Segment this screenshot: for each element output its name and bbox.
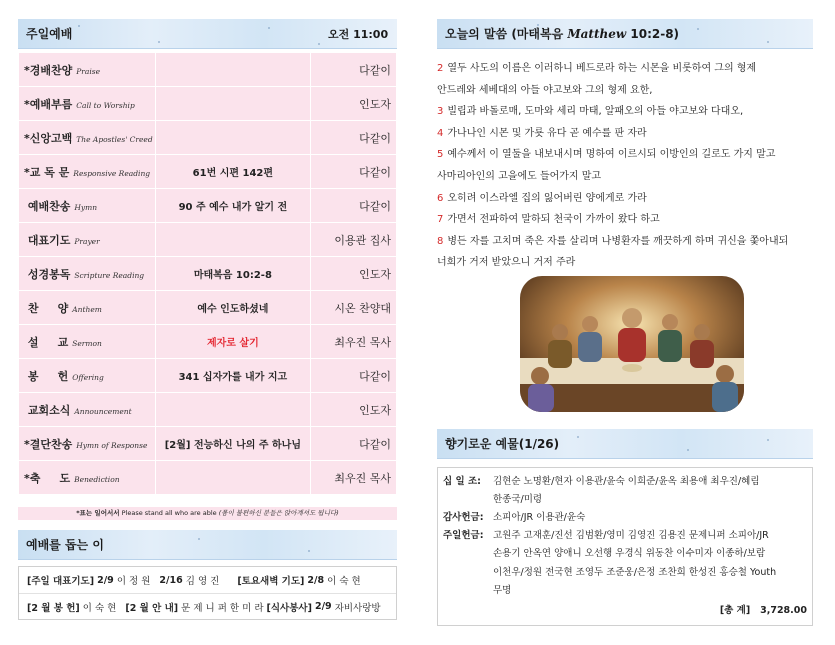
standing-note: *표는 일어서서 Please stand all who are able (몸이 불편하신 분들은 앉아계셔도 됩니다) xyxy=(18,507,397,520)
verse-line: 8 병든 자를 고치며 죽은 자를 살리며 나병환자를 깨끗하게 하며 귀신을 쫓아내되 xyxy=(437,235,789,247)
offering-line: 고원주 고재훈/진선 김범환/영미 김영진 김용진 문제니퍼 소피아/JR xyxy=(493,530,769,541)
worship-item-person: 다같이 xyxy=(310,155,396,189)
worship-row xyxy=(19,223,397,257)
verse-number: 2 xyxy=(437,63,444,74)
tithe-row: 십 일 조: 김현순 노명환/현자 이용관/윤숙 이희준/윤옥 최용애 최우진/혜림 한종국/미령 xyxy=(443,473,806,510)
offering-title: 향기로운 예물(1/26) xyxy=(445,437,560,451)
worship-item-label: 예배찬송 Hymn xyxy=(19,189,156,223)
offering-total: [총 계] 3,728.00 xyxy=(719,605,807,616)
worship-row xyxy=(19,325,397,359)
worship-item-content: 341 십자가를 내가 지고 xyxy=(155,359,310,393)
offering-line: 무명 xyxy=(493,584,512,596)
scripture-title: 오늘의 말씀 (마태복음 Matthew 10:2-8) xyxy=(445,27,680,41)
worship-item-person: 이용관 집사 xyxy=(310,223,396,257)
verse-number: 6 xyxy=(437,192,444,204)
worship-item-label: 찬 양 Anthem xyxy=(19,291,156,325)
verse-number: 7 xyxy=(437,214,444,226)
offering-line: 이천우/정원 전국현 조영두 조준웅/은정 조찬희 한성진 홍승철 Youth xyxy=(493,566,777,578)
worship-item-label: *예배부름 Call to Worship xyxy=(19,87,156,121)
worship-item-content: 제자로 살기 xyxy=(155,325,310,359)
worship-item-person: 최우진 목사 xyxy=(310,325,396,359)
helpers-header xyxy=(18,530,397,560)
worship-row xyxy=(19,257,397,291)
worship-row xyxy=(19,155,397,189)
worship-row xyxy=(19,427,397,461)
worship-item-label: 봉 헌 Offering xyxy=(19,359,156,393)
worship-row xyxy=(19,291,397,325)
worship-time: 오전 11:00 xyxy=(328,27,389,41)
worship-order-table xyxy=(18,52,397,495)
scripture-header xyxy=(437,19,813,49)
worship-item-label: 대표기도 Prayer xyxy=(19,223,156,257)
worship-item-person: 시온 찬양대 xyxy=(310,291,396,325)
worship-row xyxy=(19,121,397,155)
sunday-row: 주일헌금: 고원주 고재훈/진선 김범환/영미 김영진 김용진 문제니퍼 소피아/JR 손용기 안옥연 양애니 오선행 우경식 위동찬 이수미자 이종하/보람 이천우/정원 전국현 조영두 조준웅/은정 조찬희 한성진 홍승철 Youth 무명 xyxy=(443,527,806,600)
verse-line: 안드레와 세베대의 아들 야고보와 그의 형제 요한, xyxy=(437,84,653,96)
verse-number: 3 xyxy=(437,106,444,118)
worship-row xyxy=(19,461,397,495)
worship-item-content: [2월] 전능하신 나의 주 하나님 xyxy=(155,427,310,461)
worship-item-label: *경배찬양 Praise xyxy=(19,53,156,87)
verse-line: 7 가면서 전파하여 말하되 천국이 가까이 왔다 하고 xyxy=(437,214,660,226)
worship-item-content: 90 주 예수 내가 알기 전 xyxy=(155,189,310,223)
worship-item-person: 인도자 xyxy=(310,393,396,427)
verse-line: 3 빌립과 바돌로매, 도마와 세리 마태, 알패오의 아들 야고보와 다대오, xyxy=(437,106,744,118)
worship-item-label: 교회소식 Announcement xyxy=(19,393,156,427)
thanks-row: 감사헌금: 소피아/JR 이용관/윤숙 xyxy=(443,509,806,527)
worship-item-person: 다같이 xyxy=(310,427,396,461)
verse-number: 4 xyxy=(437,127,444,139)
scripture-verses xyxy=(437,58,807,274)
helpers-row-2: [2 월 봉 헌] 이 숙 현 [2 월 안 내] 문 제 니 퍼 한 미 라 [식사봉사] 2/9 자비사랑방 xyxy=(19,593,396,619)
worship-item-content xyxy=(155,87,310,121)
helpers-row-1: [주일 대표기도] 2/9 이 정 원 2/16 김 영 진 [토요새벽 기도] 2/8 이 숙 현 xyxy=(27,574,361,587)
worship-item-content xyxy=(155,461,310,495)
worship-item-content: 예수 인도하셨네 xyxy=(155,291,310,325)
helpers-box xyxy=(18,566,397,620)
worship-item-content xyxy=(155,121,310,155)
offering-header xyxy=(437,429,813,459)
last-supper-painting xyxy=(520,276,744,412)
offering-box xyxy=(437,467,813,626)
offering-line: 손용기 안옥연 양애니 오선행 우경식 위동찬 이수미자 이종하/보람 xyxy=(493,548,766,560)
worship-item-content: 61번 시편 142편 xyxy=(155,155,310,189)
offering-line: 한종국/미령 xyxy=(493,494,543,506)
worship-row xyxy=(19,53,397,87)
worship-item-person: 인도자 xyxy=(310,257,396,291)
verse-line: 2 열두 사도의 이름은 이러하니 베드로라 하는 시몬을 비롯하여 그의 형제 xyxy=(437,63,757,74)
worship-item-label: 설 교 Sermon xyxy=(19,325,156,359)
verse-number: 5 xyxy=(437,149,444,161)
worship-item-person: 다같이 xyxy=(310,121,396,155)
worship-item-label: *결단찬송 Hymn of Response xyxy=(19,427,156,461)
worship-row xyxy=(19,359,397,393)
worship-item-label: *신앙고백 The Apostles' Creed xyxy=(19,121,156,155)
worship-item-label: *교 독 문 Responsive Reading xyxy=(19,155,156,189)
verse-line: 6 오히려 이스라엘 집의 잃어버린 양에게로 가라 xyxy=(437,192,647,204)
worship-row xyxy=(19,189,397,223)
worship-item-person: 최우진 목사 xyxy=(310,461,396,495)
worship-item-person: 인도자 xyxy=(310,87,396,121)
offering-line: 김현순 노명환/현자 이용관/윤숙 이희준/윤옥 최용애 최우진/혜림 xyxy=(493,476,760,487)
worship-header xyxy=(18,19,397,49)
worship-item-label: *축 도 Benediction xyxy=(19,461,156,495)
worship-item-person: 다같이 xyxy=(310,53,396,87)
offering-line: 소피아/JR 이용관/윤숙 xyxy=(493,512,586,523)
worship-item-content xyxy=(155,393,310,427)
worship-row xyxy=(19,87,397,121)
worship-row xyxy=(19,393,397,427)
worship-item-content xyxy=(155,53,310,87)
worship-item-person: 다같이 xyxy=(310,359,396,393)
verse-line: 5 예수께서 이 열둘을 내보내시며 명하여 이르시되 이방인의 길로도 가지 말고 xyxy=(437,149,776,161)
verse-line: 4 가나나인 시몬 및 가룟 유다 곧 예수를 판 자라 xyxy=(437,127,647,139)
verse-line: 사마리아인의 고을에도 들어가지 말고 xyxy=(437,170,602,182)
verse-number: 8 xyxy=(437,235,444,247)
worship-item-person: 다같이 xyxy=(310,189,396,223)
verse-line: 너희가 거저 받았으니 거저 주라 xyxy=(437,257,576,269)
worship-item-label: 성경봉독 Scripture Reading xyxy=(19,257,156,291)
worship-item-content: 마태복음 10:2-8 xyxy=(155,257,310,291)
helpers-title: 예배를 돕는 이 xyxy=(26,538,104,552)
worship-title: 주일예배 xyxy=(26,27,73,41)
worship-item-content xyxy=(155,223,310,257)
